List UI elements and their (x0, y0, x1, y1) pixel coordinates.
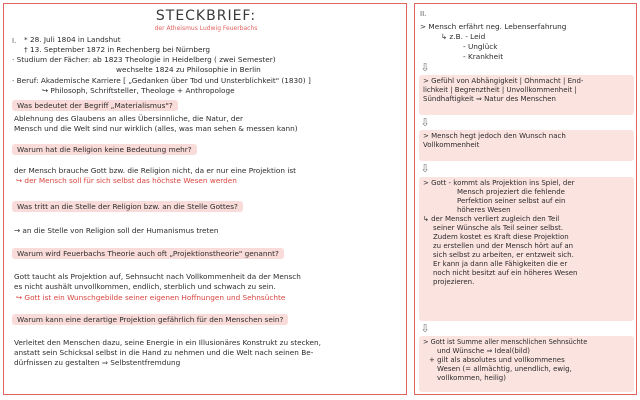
bio-roles: ↪ Philosoph, Schriftsteller, Theologe + Anthropologe (42, 86, 235, 95)
down-arrow-icon: ⇩ (420, 61, 430, 74)
box-line: > Mensch hegt jedoch den Wunsch nach (423, 132, 566, 140)
box-line: vollkommen, heilig) (437, 374, 506, 382)
box-line: Vollkommenheit (423, 141, 480, 149)
intro-example-3: - Krankheit (463, 52, 504, 61)
down-arrow-icon: ⇩ (420, 322, 430, 335)
box-projektion (419, 177, 634, 321)
question-projektion-gefaehrlich: Warum kann eine derartige Projektion gefährlich für den Menschen sein? (12, 314, 288, 325)
box-abhaengigkeit (419, 75, 634, 115)
section-number: I. (12, 37, 17, 45)
answer-religion-bedeutung-highlight: ↪ der Mensch soll für sich selbst das höchste Wesen werden (16, 176, 237, 185)
answer-materialismus-line1: Ablehnung des Glaubens an alles Übersinnliche, die Natur, der (14, 114, 244, 123)
question-stelle-religion: Was tritt an die Stelle der Religion bzw. an die Stelle Gottes? (12, 201, 243, 212)
projektion-panel (414, 3, 637, 395)
answer-stelle-religion: → an die Stelle von Religion soll der Humanismus treten (14, 226, 219, 235)
answer-religion-bedeutung: der Mensch brauche Gott bzw. die Religion nicht, da er nur eine Projektion ist (14, 166, 297, 175)
box-line: > Gefühl von Abhängigkeit | Ohnmacht | End- (423, 77, 584, 85)
box-line: Er kann ja dann alle Fähigkeiten die er (433, 260, 568, 268)
box-line: noch nicht besitzt auf ein höheres Wesen (433, 269, 578, 277)
bio-study: · Studium der Fächer: ab 1823 Theologie in Heidelberg ( zwei Semester) (12, 55, 276, 64)
bio-birth: * 28. Juli 1804 in Landshut (24, 35, 121, 44)
box-line: lichkeit | Begrenztheit | Unvollkommenheit | (423, 86, 577, 94)
box-line: höheres Wesen (457, 206, 511, 214)
steckbrief-panel (3, 3, 407, 395)
down-arrow-icon: ⇩ (420, 116, 430, 129)
answer-gefaehrlich-line3: dürfnissen zu gestalten ⇒ Selbstentfremdung (14, 358, 181, 367)
question-materialismus: Was bedeutet der Begriff „Materialismus"? (12, 100, 178, 111)
box-line: und Wünsche ⇒ Ideal(bild) (437, 347, 530, 355)
box-line: Perfektion seiner selbst auf ein (457, 197, 566, 205)
box-line: Sündhaftigkeit ⇒ Natur des Menschen (423, 95, 556, 103)
intro-example-2: - Unglück (463, 42, 498, 51)
box-line: Wesen (= allmächtig, unendlich, ewig, (437, 365, 572, 373)
box-line: > Gott - kommt als Projektion ins Spiel, der (423, 179, 575, 187)
page-title: STECKBRIEF: (155, 8, 257, 24)
answer-projektionstheorie-line2: es nicht aushält unvollkommen, endlich, sterblich und schwach zu sein. (14, 282, 276, 291)
intro-example: ↳ z.B. - Leid (441, 32, 486, 41)
box-line: ↳ der Mensch verliert zugleich den Teil (423, 215, 560, 223)
box-wunsch (419, 130, 634, 161)
box-line: projezieren. (433, 278, 475, 286)
question-projektionstheorie: Warum wird Feuerbachs Theorie auch oft „Projektionstheorie" genannt? (12, 248, 284, 259)
bio-death: † 13. September 1872 in Rechenberg bei Nürnberg (24, 45, 211, 54)
bio-career: · Beruf: Akademische Karriere [ „Gedanken über Tod und Unsterblichkeit" (1830) ] (12, 76, 311, 85)
answer-gefaehrlich-line2: anstatt sein Schicksal selbst in die Hand zu nehmen und die Welt nach seinen Be- (14, 348, 314, 357)
box-ideal (419, 336, 634, 392)
intro-line: > Mensch erfährt neg. Lebenserfahrung (420, 22, 567, 31)
box-line: Mensch projeziert die fehlende (457, 188, 565, 196)
box-line: + gilt als absolutes und vollkommenes (429, 356, 565, 364)
section-number-ii: II. (420, 10, 427, 18)
down-arrow-icon: ⇩ (420, 162, 430, 175)
bio-study-change: wechselte 1824 zu Philosophie in Berlin (116, 65, 261, 74)
answer-projektionstheorie-highlight: ↪ Gott ist ein Wunschgebilde seiner eigenen Hoffnungen und Sehnsüchte (16, 293, 286, 302)
page-subtitle: der Atheismus Ludwig Feuerbachs (154, 25, 258, 32)
question-religion-bedeutung: Warum hat die Religion keine Bedeutung mehr? (12, 144, 197, 155)
answer-projektionstheorie-line1: Gott taucht als Projektion auf, Sehnsucht nach Vollkommenheit da der Mensch (14, 272, 301, 281)
box-line: > Gott ist Summe aller menschlichen Sehnsüchte (423, 338, 588, 346)
box-line: Zudem kostet es Kraft diese Projektion (433, 233, 569, 241)
answer-materialismus-line2: Mensch und die Welt sind nur wirklich (alles, was man sehen & messen kann) (14, 124, 298, 133)
box-line: sich selbst zu arbeiten, er entzweit sich. (433, 251, 574, 259)
answer-gefaehrlich-line1: Verleitet den Menschen dazu, seine Energie in ein Illusionäres Konstrukt zu stecken, (14, 338, 321, 347)
box-line: seiner Wünsche als Teil seiner selbst. (433, 224, 564, 232)
box-line: zu erstellen und der Mensch hört auf an (433, 242, 574, 250)
